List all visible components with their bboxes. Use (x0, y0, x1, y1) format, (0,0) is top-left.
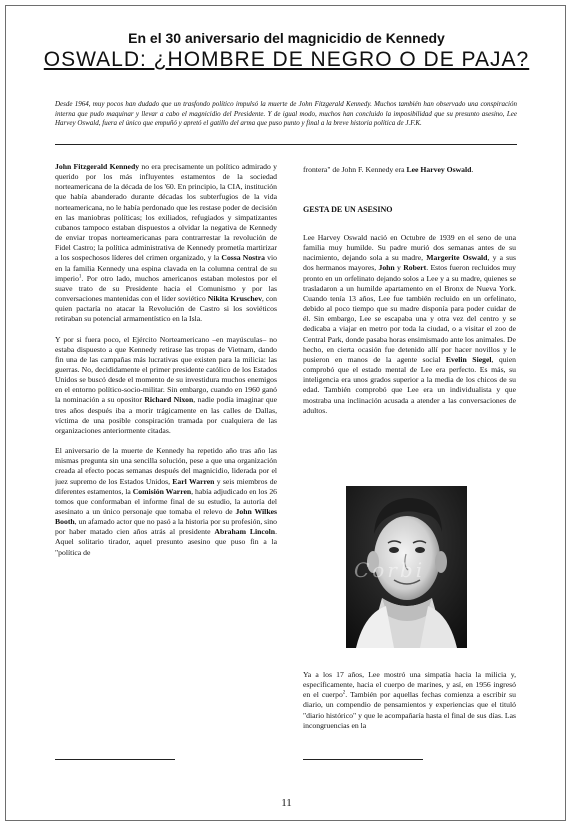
bold-name: John Wilkes Booth (55, 507, 277, 527)
footnote-divider-right (303, 759, 423, 760)
text-run: y (394, 263, 404, 273)
text-run: Ya a los 17 años, Lee mostró una simpatía hacia la milicia y, específicamente, hacia el cuerpo de marines, y así, en 1956 ingresó en el cuerpo (303, 670, 516, 700)
page-number: 11 (281, 797, 292, 809)
photo-watermark: Corbi (354, 558, 426, 582)
footnote-divider-left (55, 759, 175, 760)
footnote-ref: 1 (78, 274, 82, 280)
text-run: y seis miembros de diferentes estamentos, la (55, 476, 277, 496)
bold-name: Abraham Lincoln (214, 527, 276, 537)
text-run: , quien comprobó que el estado mental de Lee era perfecto. Es más, su inteligencia era unos grados superior a la media de los chicos de su edad. También comprobó que Lee era un individualista y que mostraba una inclinación acusada a atender a las conversaciones de adultos. (303, 354, 516, 415)
footnote-ref: 2 (342, 690, 346, 696)
right-paragraph-1 (303, 233, 516, 416)
right-paragraph-0 (303, 165, 516, 175)
bold-name: Earl Warren (172, 476, 215, 486)
text-run: Y por si fuera poco, el Ejército Norteamericano –en mayúsculas– no estaba dispuesto a que Kennedy retirase las tropas de Vietnam, dando fin una de las campañas más lucrativas que existen para la milicia: las guerras. No, decididamente el primer presidente católico de los Estados Unidos se buscó desde el momento de su investidura muchos enemigos en el entorno político-socio-militar. Sin embargo, cuando en 1960 ganó la nominación a su opositor (55, 334, 277, 405)
right-paragraph-2 (303, 670, 516, 731)
text-run: Lee Harvey Oswald nació en Octubre de 1939 en el seno de una familia muy humilde. Su padre murió dos semanas antes de su nacimiento, dejando sola a su madre, (303, 233, 516, 263)
oswald-portrait-photo (346, 486, 467, 648)
left-paragraph-3 (55, 446, 277, 558)
text-run: , un afamado actor que no pasó a la historia por su profesión, sino por haber matado cien años atrás al presidente (55, 517, 277, 537)
section-heading: GESTA DE UN ASESINO (303, 205, 393, 214)
bold-name: Nikita Kruschev (207, 294, 262, 304)
text-run: , nadie podía imaginar que tres años después iba a morir trágicamente en las calles de Dallas, víctima de una posible conspiración tramada por cualquiera de las organizaciones anteriormente citadas. (55, 395, 277, 435)
bold-name: Lee Harvey Oswald (406, 165, 472, 174)
bold-name: Richard Nixon (144, 395, 194, 405)
text-run: El aniversario de la muerte de Kennedy ha repetido año tras año las mismas pregunta sin una sencilla solución, pese a que una organización creada al efecto pocas semanas después del magnicidio, liderada por el juez supremo de los Estados Unidos, (55, 446, 277, 486)
text-run: . También por aquellas fechas comienza a escribir su diario, un compendio de pensamientos y experiencias que el tituló "diario histórico" y que le acompañaría hasta el final de sus días. Las incongruencias en la (303, 690, 516, 730)
text-run: , y a sus dos hermanos mayores, (303, 253, 516, 273)
text-run: no era precisamente un político admirado y querido por los más influyentes estamentos de la sociedad norteamericana de la década de los '60. En principio, la CIA, institución que había abanderado durante décadas los subterfugios de la vida norteamericana, no le había perdonado que les restase poder de decisión en las maniobras políticas; los exiliados, refugiados y simpatizantes cubanos tampoco estaban dispuestos a olvidar la negativa de Kennedy de enviar tropas norteamericanas para contrarrestar la revolución de Fidel Castro; la política administrativa de Kennedy prometía martirizar a los sospechosos líderes del crimen organizado, y la (55, 162, 277, 263)
bold-name: Cossa Nostra (221, 253, 265, 263)
article-kicker: En el 30 aniversario del magnicidio de Kennedy (128, 30, 445, 46)
bold-name: Robert (403, 263, 427, 273)
bold-name: Margerite Oswald (426, 253, 488, 263)
text-run: . Por otro lado, muchos americanos estaban molestos por el suave trato de su Presidente hacia el Comunismo y por las conversaciones mantenidas con el líder soviético (55, 273, 277, 304)
article-intro: Desde 1964, muy pocos han dudado que un trasfondo político impulsó la muerte de John Fitzgerald Kennedy. Muchos también han observado una conspiración interna que pudo maquinar y llevar a cabo el magnicidio del Presidente. Y de igual modo, muchos han concluido la imposibilidad que su presunto asesino, Lee Harvey Oswald, fuera el único que empuñó y apretó el gatillo del arma que puso punto y final a la breve historia política de J.F.K. (55, 100, 517, 128)
right-column-bottom (303, 670, 516, 750)
article-title: OSWALD: ¿HOMBRE DE NEGRO O DE PAJA? (43, 48, 530, 71)
text-run: , con quien pactaría no atacar la Revolución de Castro si los soviéticos retiraban su potencial armamentístico en la Isla. (55, 294, 277, 324)
left-paragraph-2 (55, 335, 277, 437)
text-run: . (471, 165, 474, 174)
right-column-top (303, 165, 516, 175)
text-run: frontera" de John F. Kennedy era (303, 165, 407, 174)
bold-name: John Fitzgerald Kennedy (55, 162, 140, 171)
text-run: . Aquel solitario tirador, aquel presunto asesino que puso fin a la "política de (55, 527, 277, 557)
bold-name: John (378, 263, 395, 273)
left-paragraph-1 (55, 162, 277, 325)
text-run: . Estos fueron recluidos muy pronto en un orfelinato dejando solos a Lee y a su madre, quienes se trasladaron a un humilde apartamento en el Bronx de Nueva York. Cuando tenía 13 años, Lee fue también recluido en un orfelinato, debido al poco tiempo que su madre disponía para poder cuidar de él. Sin embargo, Lee se escapaba una y otra vez del centro y se dedicaba a viajar en metro por toda la ciudad, o a visitar el zoo de Central Park, donde pasaba horas ensimismado ante los animales. De hecho, en cierta ocasión fue detenido allí por hacer novillos y le pusieron en manos de la agente social (303, 263, 516, 364)
text-run: vio en la familia Kennedy una espina clavada en la columna central de su imperio (55, 253, 277, 283)
text-run: , había adjudicado en los 26 tomos que conformaban el informe final de su estudio, la autoría del asesinato a un único personaje que tomaba el relevo de (55, 486, 277, 516)
bold-name: Evelin Siegel (445, 354, 492, 364)
intro-divider (55, 144, 517, 145)
left-column (55, 162, 277, 737)
right-column-body (303, 233, 516, 416)
bold-name: Comisión Warren (132, 486, 192, 496)
